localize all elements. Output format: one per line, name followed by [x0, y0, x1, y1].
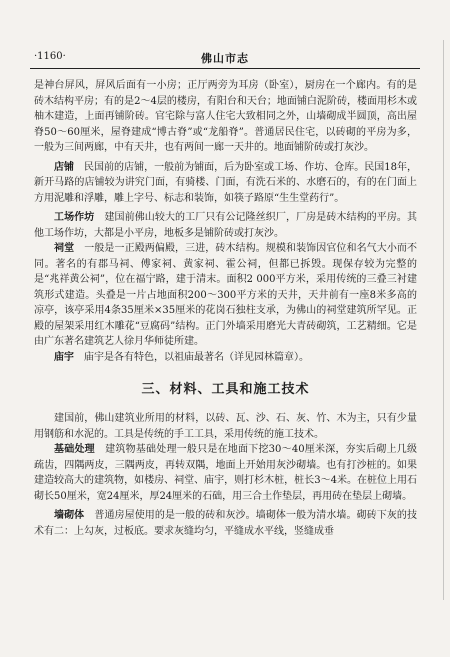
book-title: 佛山市志 — [201, 52, 249, 65]
section-heading: 三、材料、工具和施工技术 — [141, 382, 310, 397]
term-shops: 店铺 — [54, 161, 75, 173]
body-text — [34, 78, 417, 539]
paragraph-workshops-text: 建国前佛山较大的工厂只有公记隆丝织厂，厂房是砖木结构的平房。其他工场作坊，大都是小平房，地板多是铺阶砖或打灰沙。 — [34, 212, 418, 239]
paragraph-workshops — [34, 210, 417, 241]
term-temples: 庙宇 — [54, 351, 74, 363]
paragraph-residences: 是神台屏风，屏风后面有一小房；正厅两旁为耳房（卧室），厨房在一个廊内。有的是砖木结构平房；有的是2～4层的楼房，有阳台和天台；地面铺白泥阶砖，楼面用杉木或柚木建造，上面再铺阶砖。官宅除与富人住宅大致相同之外，山墙砌成半圆顶，高出屋脊50～60厘米，屋脊建成“博古脊”或“龙船脊”。普通居民住宅，以砖砌的平房为多，一般为三间两廊，中有天井，也有两间一廊一天井的。地面铺阶砖或打灰沙。 — [34, 80, 417, 153]
term-masonry: 墙砌体 — [54, 510, 85, 521]
paragraph-shops — [34, 160, 417, 207]
paragraph-foundation-text: 建筑物基础处理一般只是在地面下挖30～40厘米深，夯实后砌上几级疏齿，四隅两皮，三隅两皮，再转双隅，地面上开始用灰沙砌墙。也有打沙桩的。如果建造较高大的建筑物，如楼房、祠堂、庙宇，则打杉木桩，桩长3～4米。在桩位上用石砌长50厘米，宽24厘米，厚24厘米的石础，用三合土作垫层，再用砖在垫层上砌墙。 — [34, 444, 418, 502]
paragraph-ancestral-halls-text: 一般是一正殿两偏殿，三进，砖木结构。规模和装饰因官位和名气大小而不同。著名的有郡马祠、傅家祠、黄家祠、霍公祠，但都已拆毁。现保存较为完整的是“兆祥黄公祠”，位在福宁路，建于清末。面积2 000平方米，采用传统的三叠三衬建筑形式建造。头叠是一片占地面积200～300平方米的天井，天井前有一座8米多高的凉亭，该亭采用4条35厘米×35厘米的花岗石独柱支承，为佛山的祠堂建筑所罕见。正殿的屋架采用红木雕花“豆腐码”结构。正门外墙采用磨光大青砖砌筑，工艺精细。它是由广东著名建筑艺人徐月华师徒所建。 — [34, 243, 418, 347]
paragraph-temples-text: 庙宇是各有特色，以祖庙最著名（详见园林篇章）。 — [84, 351, 309, 363]
paragraph-shops-text: 民国前的店铺，一般前为铺面，后为卧室或工场、作坊、仓库。民国18年，新开马路的店铺较为讲究门面，有骑楼、门面，有洗石米的、水磨石的，有的在门面上方用泥雕和浮雕，雕上字号、标志和装饰，如筷子路原“生生堂药行”。 — [34, 161, 417, 204]
term-ancestral-halls: 祠堂 — [54, 243, 75, 254]
paragraph-masonry-text: 普通房屋使用的是一般的砖和灰沙。墙砌体一般为清水墙。砌砖下灰的技术有二：上勾灰，过板底。要求灰缝均匀，平缝成水平线，竖缝成垂 — [34, 510, 418, 537]
paragraph-masonry — [34, 508, 417, 539]
paragraph-ancestral-halls — [34, 241, 417, 350]
paragraph-materials: 建国前，佛山建筑业所用的材料，以砖、瓦、沙、石、灰、竹、木为主，只有少量用钢筋和水泥的。工具是传统的手工工具，采用传统的施工技术。 — [34, 413, 417, 440]
paragraph-temples — [34, 350, 417, 366]
paragraph-foundation — [34, 442, 417, 504]
page-header — [30, 48, 420, 69]
term-workshops: 工场作坊 — [54, 212, 95, 223]
term-foundation: 基础处理 — [54, 444, 95, 455]
page-number: ·1160· — [34, 51, 66, 62]
scan-edge-line — [443, 40, 444, 600]
